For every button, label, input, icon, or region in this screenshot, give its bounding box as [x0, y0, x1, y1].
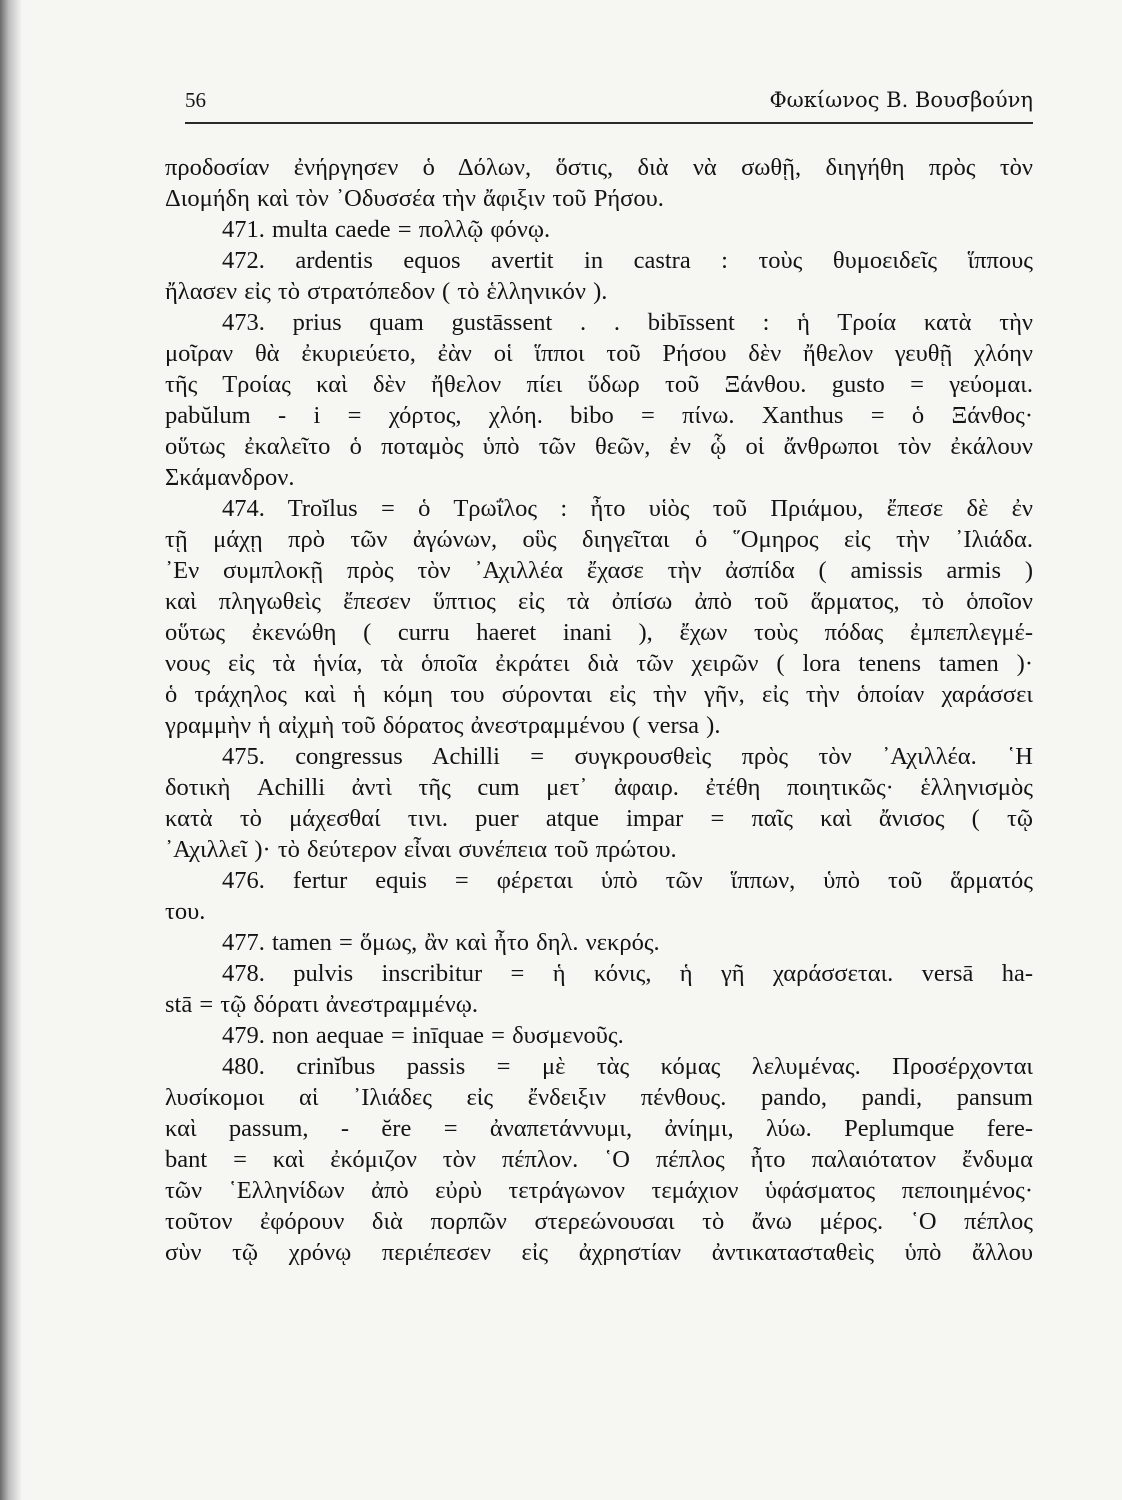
text-line: τῶν ῾Ελληνίδων ἀπὸ εὐρὺ τετράγωνον τεμάχιον ὑφάσματος πεποιημένος· — [165, 1177, 1033, 1204]
text-line: 472. ardentis equos avertit in castra : τοὺς θυμοειδεῖς ἵππους — [222, 247, 1033, 274]
text-line: 471. multa caede = πολλῷ φόνῳ. — [222, 216, 551, 243]
text-line: Διομήδη καὶ τὸν ᾿Οδυσσέα τὴν ἄφιξιν τοῦ Ρήσου. — [165, 185, 664, 212]
text-line: καὶ passum, - ĕre = ἀναπετάννυμι, ἀνίημι, λύω. Peplumque fere- — [165, 1115, 1033, 1142]
text-line: τῆς Τροίας καὶ δὲν ἤθελον πίει ὕδωρ τοῦ Ξάνθου. gusto = γεύομαι. — [165, 371, 1033, 398]
text-line: ᾿Αχιλλεῖ )· τὸ δεύτερον εἶναι συνέπεια τοῦ πρώτου. — [165, 836, 677, 863]
text-line: καὶ πληγωθεὶς ἔπεσεν ὕπτιος εἰς τὰ ὀπίσω ἀπὸ τοῦ ἅρματος, τὸ ὁποῖον — [165, 588, 1033, 615]
text-line: του. — [165, 898, 206, 925]
text-line: stā = τῷ δόρατι ἀνεστραμμένῳ. — [165, 991, 479, 1018]
text-line: 475. congressus Achilli = συγκρουσθεὶς πρὸς τὸν ᾿Αχιλλέα. ῾Η — [222, 743, 1033, 770]
text-line: ὁ τράχηλος καὶ ἡ κόμη του σύρονται εἰς τὴν γῆν, εἰς τὴν ὁποίαν χαράσσει — [165, 681, 1033, 708]
text-line: οὕτως ἐκαλεῖτο ὁ ποταμὸς ὑπὸ τῶν θεῶν, ἐν ᾧ οἱ ἄνθρωποι τὸν ἐκάλουν — [165, 433, 1033, 460]
text-line: 480. crinĭbus passis = μὲ τὰς κόμας λελυμένας. Προσέρχονται — [222, 1053, 1033, 1080]
text-line: 473. prius quam gustāssent . . bibīssent : ἡ Τροία κατὰ τὴν — [222, 309, 1033, 336]
text-line: λυσίκομοι αἱ ᾿Ιλιάδες εἰς ἔνδειξιν πένθους. pando, pandi, pansum — [165, 1084, 1033, 1111]
text-line: ἤλασεν εἰς τὸ στρατόπεδον ( τὸ ἑλληνικόν ). — [165, 278, 608, 305]
commentary-body — [165, 152, 1033, 1268]
text-line: δοτικὴ Achilli ἀντὶ τῆς cum μετ᾿ ἀφαιρ. ἐτέθη ποιητικῶς· ἑλληνισμὸς — [165, 774, 1033, 801]
text-line: γραμμὴν ἡ αἰχμὴ τοῦ δόρατος ἀνεστραμμένου ( versa ). — [165, 712, 721, 739]
text-line: 479. non aequae = inīquae = δυσμενοῦς. — [222, 1022, 624, 1049]
text-line: ᾿Εν συμπλοκῇ πρὸς τὸν ᾿Αχιλλέα ἔχασε τὴν ἀσπίδα ( amissis armis ) — [165, 557, 1033, 584]
text-line: νους εἰς τὰ ἡνία, τὰ ὁποῖα ἐκράτει διὰ τῶν χειρῶν ( lora tenens tamen )· — [165, 650, 1033, 677]
text-line: bant = καὶ ἐκόμιζον τὸν πέπλον. ῾Ο πέπλος ἦτο παλαιότατον ἔνδυμα — [165, 1146, 1033, 1173]
text-line: οὕτως ἐκενώθη ( curru haeret inani ), ἔχων τοὺς πόδας ἐμπεπλεγμέ- — [165, 619, 1033, 646]
text-line: σὺν τῷ χρόνῳ περιέπεσεν εἰς ἀχρηστίαν ἀντικατασταθεὶς ὑπὸ ἄλλου — [165, 1239, 1033, 1266]
text-line: προδοσίαν ἐνήργησεν ὁ Δόλων, ὅστις, διὰ νὰ σωθῇ, διηγήθη πρὸς τὸν — [165, 154, 1033, 181]
page-number: 56 — [185, 88, 206, 112]
text-line: 474. Troĭlus = ὁ Τρωΐλος : ἦτο υἱὸς τοῦ Πριάμου, ἔπεσε δὲ ἐν — [222, 495, 1033, 522]
text-line: 478. pulvis inscribitur = ἡ κόνις, ἡ γῆ χαράσσεται. versā ha- — [222, 960, 1033, 987]
page-header — [185, 86, 1033, 124]
text-line: τῇ μάχῃ πρὸ τῶν ἀγώνων, οὓς διηγεῖται ὁ ῞Ομηρος εἰς τὴν ᾿Ιλιάδα. — [165, 526, 1033, 553]
text-line: κατὰ τὸ μάχεσθαί τινι. puer atque impar = παῖς καὶ ἄνισος ( τῷ — [165, 805, 1033, 832]
text-line: Σκάμανδρον. — [165, 464, 295, 491]
text-line: μοῖραν θὰ ἐκυριεύετο, ἐὰν οἱ ἵπποι τοῦ Ρήσου δὲν ἤθελον γευθῇ χλόην — [165, 340, 1033, 367]
text-line: pabŭlum - i = χόρτος, χλόη. bibo = πίνω. Xanthus = ὁ Ξάνθος· — [165, 402, 1033, 429]
running-title: Φωκίωνος Β. Βουσβούνη — [769, 88, 1033, 112]
text-line: 477. tamen = ὅμως, ἂν καὶ ἦτο δηλ. νεκρός. — [222, 929, 660, 956]
text-line: 476. fertur equis = φέρεται ὑπὸ τῶν ἵππων, ὑπὸ τοῦ ἅρματός — [222, 867, 1033, 894]
text-line: τοῦτον ἐφόρουν διὰ πορπῶν στερεώνουσαι τὸ ἄνω μέρος. ῾Ο πέπλος — [165, 1208, 1033, 1235]
page-edge-shadow — [0, 0, 22, 1500]
